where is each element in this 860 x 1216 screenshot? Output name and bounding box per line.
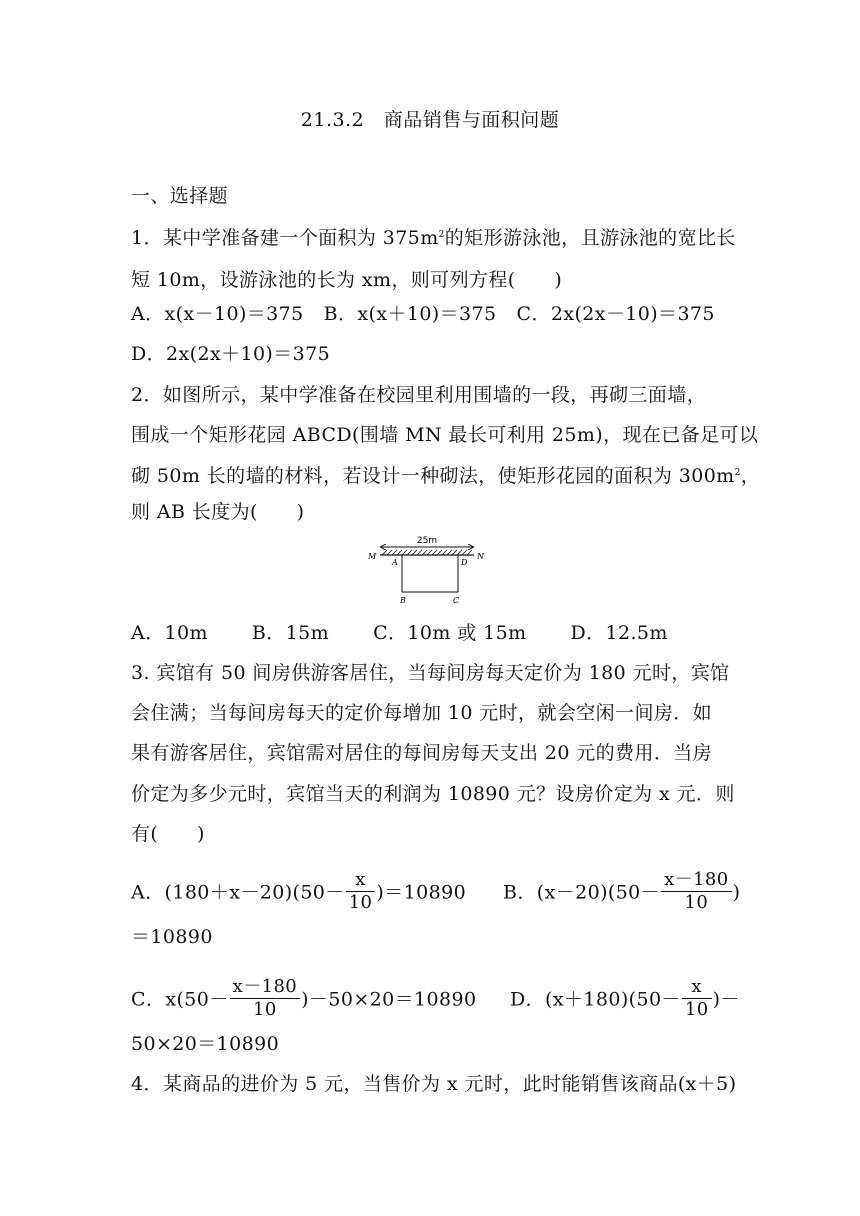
q3-a-post: )＝10890: [376, 881, 467, 904]
q1-superscript: 2: [438, 230, 445, 240]
q3-d-post: )－: [712, 988, 740, 1011]
q1-option-d: D．2x(2x＋10)＝375: [131, 343, 331, 365]
q1-line-2: 短 10m，设游泳池的长为 xm，则可列方程( ): [131, 269, 563, 291]
q2-option-a: A．10m: [131, 622, 208, 644]
q1-line-1: [131, 226, 736, 250]
q3-b-denominator: 10: [684, 892, 709, 913]
q3-option-c: [131, 978, 477, 1023]
q3-c-post: )－50×20＝10890: [301, 988, 477, 1011]
q3-c-denominator: 10: [253, 999, 277, 1020]
label-c: C: [453, 596, 460, 605]
q2-option-b: B．15m: [251, 622, 330, 644]
section-heading: 一、选择题: [131, 185, 229, 207]
q1-options-row: [131, 302, 715, 326]
q3-d-pre: D．(x＋180)(50－: [510, 988, 681, 1011]
q3-line-3: 果有游客居住，宾馆需对居住的每间房每天支出 20 元的费用．当房: [131, 742, 713, 764]
q3-c-pre: C．x(50－: [131, 988, 229, 1011]
q2-text-a: 砌 50m 长的墙的材料，若设计一种砌法，使矩形花园的面积为 300m: [131, 465, 735, 487]
q3-d-denominator: 10: [684, 999, 709, 1020]
q3-b-post: ): [732, 881, 741, 904]
q3-d-fraction: [682, 976, 712, 1021]
garden-rectangle: [402, 555, 458, 592]
q3-a-pre: A．(180＋x－20)(50－: [131, 881, 345, 904]
q2-line-4: 则 AB 长度为( ): [131, 501, 305, 523]
label-n: N: [477, 552, 484, 561]
q1-text-a: 1．某中学准备建一个面积为 375m: [131, 227, 439, 249]
page-title: 21.3.2 商品销售与面积问题: [300, 109, 560, 131]
label-b: B: [400, 596, 406, 605]
q3-option-d-continued: 50×20＝10890: [131, 1033, 280, 1055]
q3-line-2: 会住满；当每间房每天的定价每增加 10 元时，就会空闲一间房．如: [131, 702, 713, 724]
q3-b-fraction: [661, 869, 732, 914]
q3-a-numerator: x: [346, 869, 376, 892]
wall-hatching: [382, 550, 472, 555]
q3-line-5: 有( ): [131, 823, 205, 845]
q2-options-row: [131, 621, 668, 645]
q3-option-a: [131, 871, 466, 916]
q2-superscript: 2: [734, 468, 741, 478]
q1-option-b: B．x(x＋10)＝375: [323, 303, 497, 325]
q3-b-numerator: x－180: [661, 869, 732, 892]
q2-line-1: 2．如图所示，某中学准备在校园里利用围墙的一段，再砌三面墙，: [131, 384, 707, 406]
q3-d-numerator: x: [682, 976, 712, 999]
q3-line-1: 3. 宾馆有 50 间房供游客居住，当每间房每天定价为 180 元时，宾馆: [131, 662, 730, 684]
q3-option-d: [510, 978, 740, 1023]
label-a: A: [392, 558, 398, 567]
q2-option-c: C．10m 或 15m: [373, 622, 527, 644]
q2-option-d: D．12.5m: [570, 622, 668, 644]
q2-text-b: ，: [740, 465, 761, 487]
q4-line-1: 4．某商品的进价为 5 元，当售价为 x 元时，此时能销售该商品(x＋5): [131, 1073, 737, 1095]
q2-line-2: 围成一个矩形花园 ABCD(围墙 MN 最长可利用 25m)，现在已备足可以: [131, 424, 759, 446]
garden-figure: [362, 531, 494, 607]
length-label: 25m: [416, 536, 438, 546]
q3-c-numerator: x－180: [230, 976, 301, 999]
label-d: D: [461, 558, 468, 567]
q3-b-pre: B．(x－20)(50－: [503, 881, 661, 904]
q2-line-3: [131, 464, 760, 488]
q3-c-fraction: [230, 976, 301, 1021]
q3-a-denominator: 10: [348, 892, 373, 913]
label-m: M: [368, 552, 377, 561]
q1-option-c: C．2x(2x－10)＝375: [516, 303, 715, 325]
q3-option-b-continued: ＝10890: [131, 926, 213, 948]
q3-line-4: 价定为多少元时，宾馆当天的利润为 10890 元？设房价定为 x 元．则: [131, 783, 735, 805]
q1-text-b: 的矩形游泳池，且游泳池的宽比长: [444, 227, 736, 249]
q3-a-fraction: [346, 869, 376, 914]
q1-option-a: A．x(x－10)＝375: [131, 303, 304, 325]
q3-option-b: [503, 871, 740, 916]
